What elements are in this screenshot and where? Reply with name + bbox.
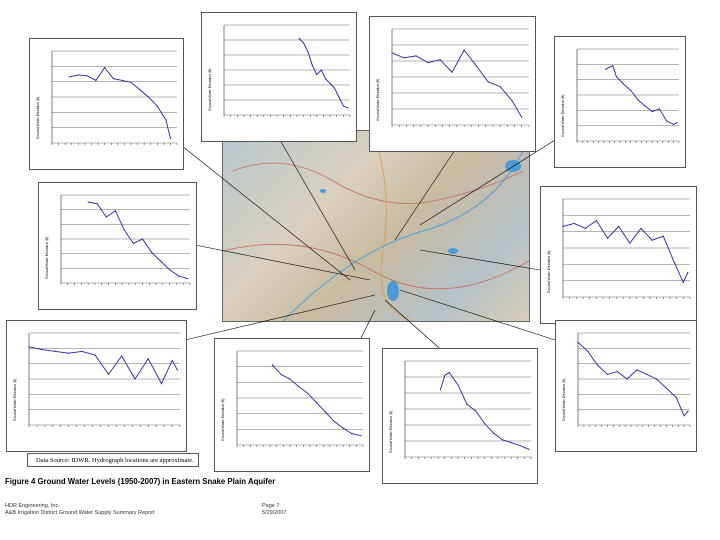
hydrograph-point [165,119,166,120]
hydrograph-point [528,449,529,450]
hydrograph-point [607,374,608,375]
figure-caption: Figure 4 Ground Water Levels (1950-2007) in Eastern Snake Plain Aquifer [5,477,276,486]
hydrograph-point [134,378,135,379]
y-axis-label: Ground Water Elevation (ft) [13,378,17,421]
hydrograph-point [574,223,575,224]
hydrograph-point [343,105,344,106]
y-axis-label: Ground Water Elevation (ft) [561,94,565,137]
hydrograph-point [562,226,563,227]
hydrograph-point [113,78,114,79]
hydrograph-point [683,282,684,283]
footer-page: Page 7 [262,503,280,509]
hydrograph-point [95,355,96,356]
hydrograph-point [169,269,170,270]
hydrograph-point [440,389,441,390]
hydrograph-line [272,365,360,436]
y-axis-label: Ground Water Elevation (ft) [562,378,566,421]
hydrograph-point [88,201,89,202]
hydrograph-point [656,378,657,379]
hydrograph-point [646,374,647,375]
hydrograph-line [440,373,528,450]
hydrograph-point [627,378,628,379]
hydrograph-point [170,138,171,139]
hydrograph-point [596,220,597,221]
hydrograph-point [674,262,675,263]
hydrograph-svg [202,13,356,141]
y-axis-label: Ground Water Elevation (ft) [36,96,40,139]
hydrograph-point [663,236,664,237]
footer-company: HDR Engineering, Inc. [5,503,60,509]
hydrograph-point [334,421,335,422]
hydrograph-point [290,379,291,380]
hydrograph-point [511,442,512,443]
hydrograph-point [172,360,173,361]
hydrograph-point [187,278,188,279]
hydrograph-point [360,435,361,436]
hydrograph-point [500,86,501,87]
hydrograph-point [351,433,352,434]
hydrograph-point [104,67,105,68]
hydrograph-point [68,353,69,354]
hydrograph-point [325,78,326,79]
hydrograph-point [493,432,494,433]
hydrograph-point [148,96,149,97]
hydrograph-point [666,120,667,121]
hydrograph-point [321,69,322,70]
hydrograph-point [69,76,70,77]
hydrograph-point [106,216,107,217]
data-source-note: Data Source: IDWR. Hydrograph locations are approximate. [27,453,199,467]
hydrograph-point [133,243,134,244]
hydrograph-point [428,62,429,63]
footer-left [5,503,155,517]
hydrograph-svg [555,37,685,167]
hydrograph-line [88,202,188,279]
hydrograph-point [644,105,645,106]
hydrograph-point [142,238,143,239]
hydrograph-svg [541,187,696,323]
hydrograph-point [415,55,416,56]
hydrograph-point [151,252,152,253]
hydrograph-point [475,410,476,411]
hydrograph-point [115,210,116,211]
hydrograph-point [449,372,450,373]
hydrograph-point [121,355,122,356]
hydrograph-point [617,371,618,372]
hydrograph-point [312,65,313,66]
hydrograph-point [272,365,273,366]
hydrograph-panel-3 [369,16,536,152]
hydrograph-point [87,75,88,76]
y-axis-label: Ground Water Elevation (ft) [45,236,49,279]
hydrograph-point [502,439,503,440]
hydrograph-point [629,243,630,244]
hydrograph-panel-8 [214,338,370,472]
hydrograph-point [684,415,685,416]
hydrograph-line [299,39,348,108]
hydrograph-point [124,230,125,231]
hydrograph-point [440,59,441,60]
hydrograph-point [97,203,98,204]
hydrograph-point [687,272,688,273]
hydrograph-svg [556,321,696,451]
hydrograph-panel-2 [201,12,357,142]
hydrograph-point [637,99,638,100]
hydrograph-point [334,87,335,88]
hydrograph-svg [370,17,535,151]
hydrograph-point [652,240,653,241]
hydrograph-line [563,221,688,283]
hydrograph-point [298,386,299,387]
hydrograph-point [403,57,404,58]
hydrograph-point [521,117,522,118]
hydrograph-point [512,100,513,101]
y-axis-label: Ground Water Elevation (ft) [547,250,551,293]
hydrograph-point [303,42,304,43]
hydrograph-point [687,411,688,412]
hydrograph-point [28,346,29,347]
hydrograph-point [484,423,485,424]
hydrograph-point [587,351,588,352]
hydrograph-point [476,65,477,66]
hydrograph-point [177,369,178,370]
hydrograph-panel-10 [555,320,697,452]
hydrograph-point [623,83,624,84]
hydrograph-point [488,81,489,82]
hydrograph-point [148,358,149,359]
hydrograph-point [466,404,467,405]
footer-right [262,503,286,517]
hydrograph-line [392,50,522,117]
hydrograph-point [597,365,598,366]
hydrograph-point [316,402,317,403]
hydrograph-svg [30,39,183,169]
hydrograph-point [605,69,606,70]
hydrograph-point [330,83,331,84]
hydrograph-point [630,90,631,91]
hydrograph-point [157,106,158,107]
hydrograph-point [609,67,610,68]
hydrograph-point [444,375,445,376]
hydrograph-panel-9 [382,348,538,484]
hydrograph-point [391,52,392,53]
hydrograph-point [343,428,344,429]
hydrograph-panel-5 [38,182,197,310]
hydrograph-point [616,76,617,77]
hydrograph-point [659,108,660,109]
hydrograph-svg [383,349,537,483]
hydrograph-point [95,80,96,81]
hydrograph-panel-1 [29,38,184,170]
hydrograph-point [316,74,317,75]
hydrograph-point [673,124,674,125]
hydrograph-line [29,347,177,384]
y-axis-label: Ground Water Elevation (ft) [221,398,225,441]
hydrograph-point [325,412,326,413]
hydrograph-point [161,383,162,384]
hydrograph-point [677,122,678,123]
hydrograph-point [607,238,608,239]
hydrograph-point [347,107,348,108]
hydrograph-point [281,374,282,375]
hydrograph-point [130,82,131,83]
hydrograph-panel-7 [6,320,187,452]
hydrograph-point [636,369,637,370]
y-axis-label: Ground Water Elevation (ft) [208,68,212,111]
hydrograph-point [676,397,677,398]
hydrograph-point [458,384,459,385]
hydrograph-point [178,275,179,276]
hydrograph-point [666,388,667,389]
hydrograph-point [42,349,43,350]
hydrograph-point [122,80,123,81]
hydrograph-point [640,228,641,229]
hydrograph-point [612,65,613,66]
hydrograph-point [307,51,308,52]
hydrograph-point [139,89,140,90]
hydrograph-point [577,342,578,343]
hydrograph-panel-6 [540,186,697,324]
y-axis-label: Ground Water Elevation (ft) [376,78,380,121]
hydrograph-point [652,111,653,112]
hydrograph-point [618,226,619,227]
hydrograph-point [585,228,586,229]
hydrograph-point [307,393,308,394]
hydrograph-point [108,374,109,375]
y-axis-label: Ground Water Elevation (ft) [389,410,393,453]
hydrograph-point [519,445,520,446]
footer-report: A&B Irrigation District Ground Water Supply Summary Report [5,510,155,516]
hydrograph-point [299,38,300,39]
footer-date: 5/29/2007 [262,510,287,516]
hydrograph-point [160,260,161,261]
hydrograph-point [338,96,339,97]
hydrograph-point [55,351,56,352]
hydrograph-svg [7,321,186,451]
hydrograph-svg [39,183,196,309]
hydrograph-point [78,74,79,75]
hydrograph-svg [215,339,369,471]
hydrograph-point [452,72,453,73]
hydrograph-panel-4 [554,36,686,168]
hydrograph-point [81,351,82,352]
hydrograph-point [464,50,465,51]
